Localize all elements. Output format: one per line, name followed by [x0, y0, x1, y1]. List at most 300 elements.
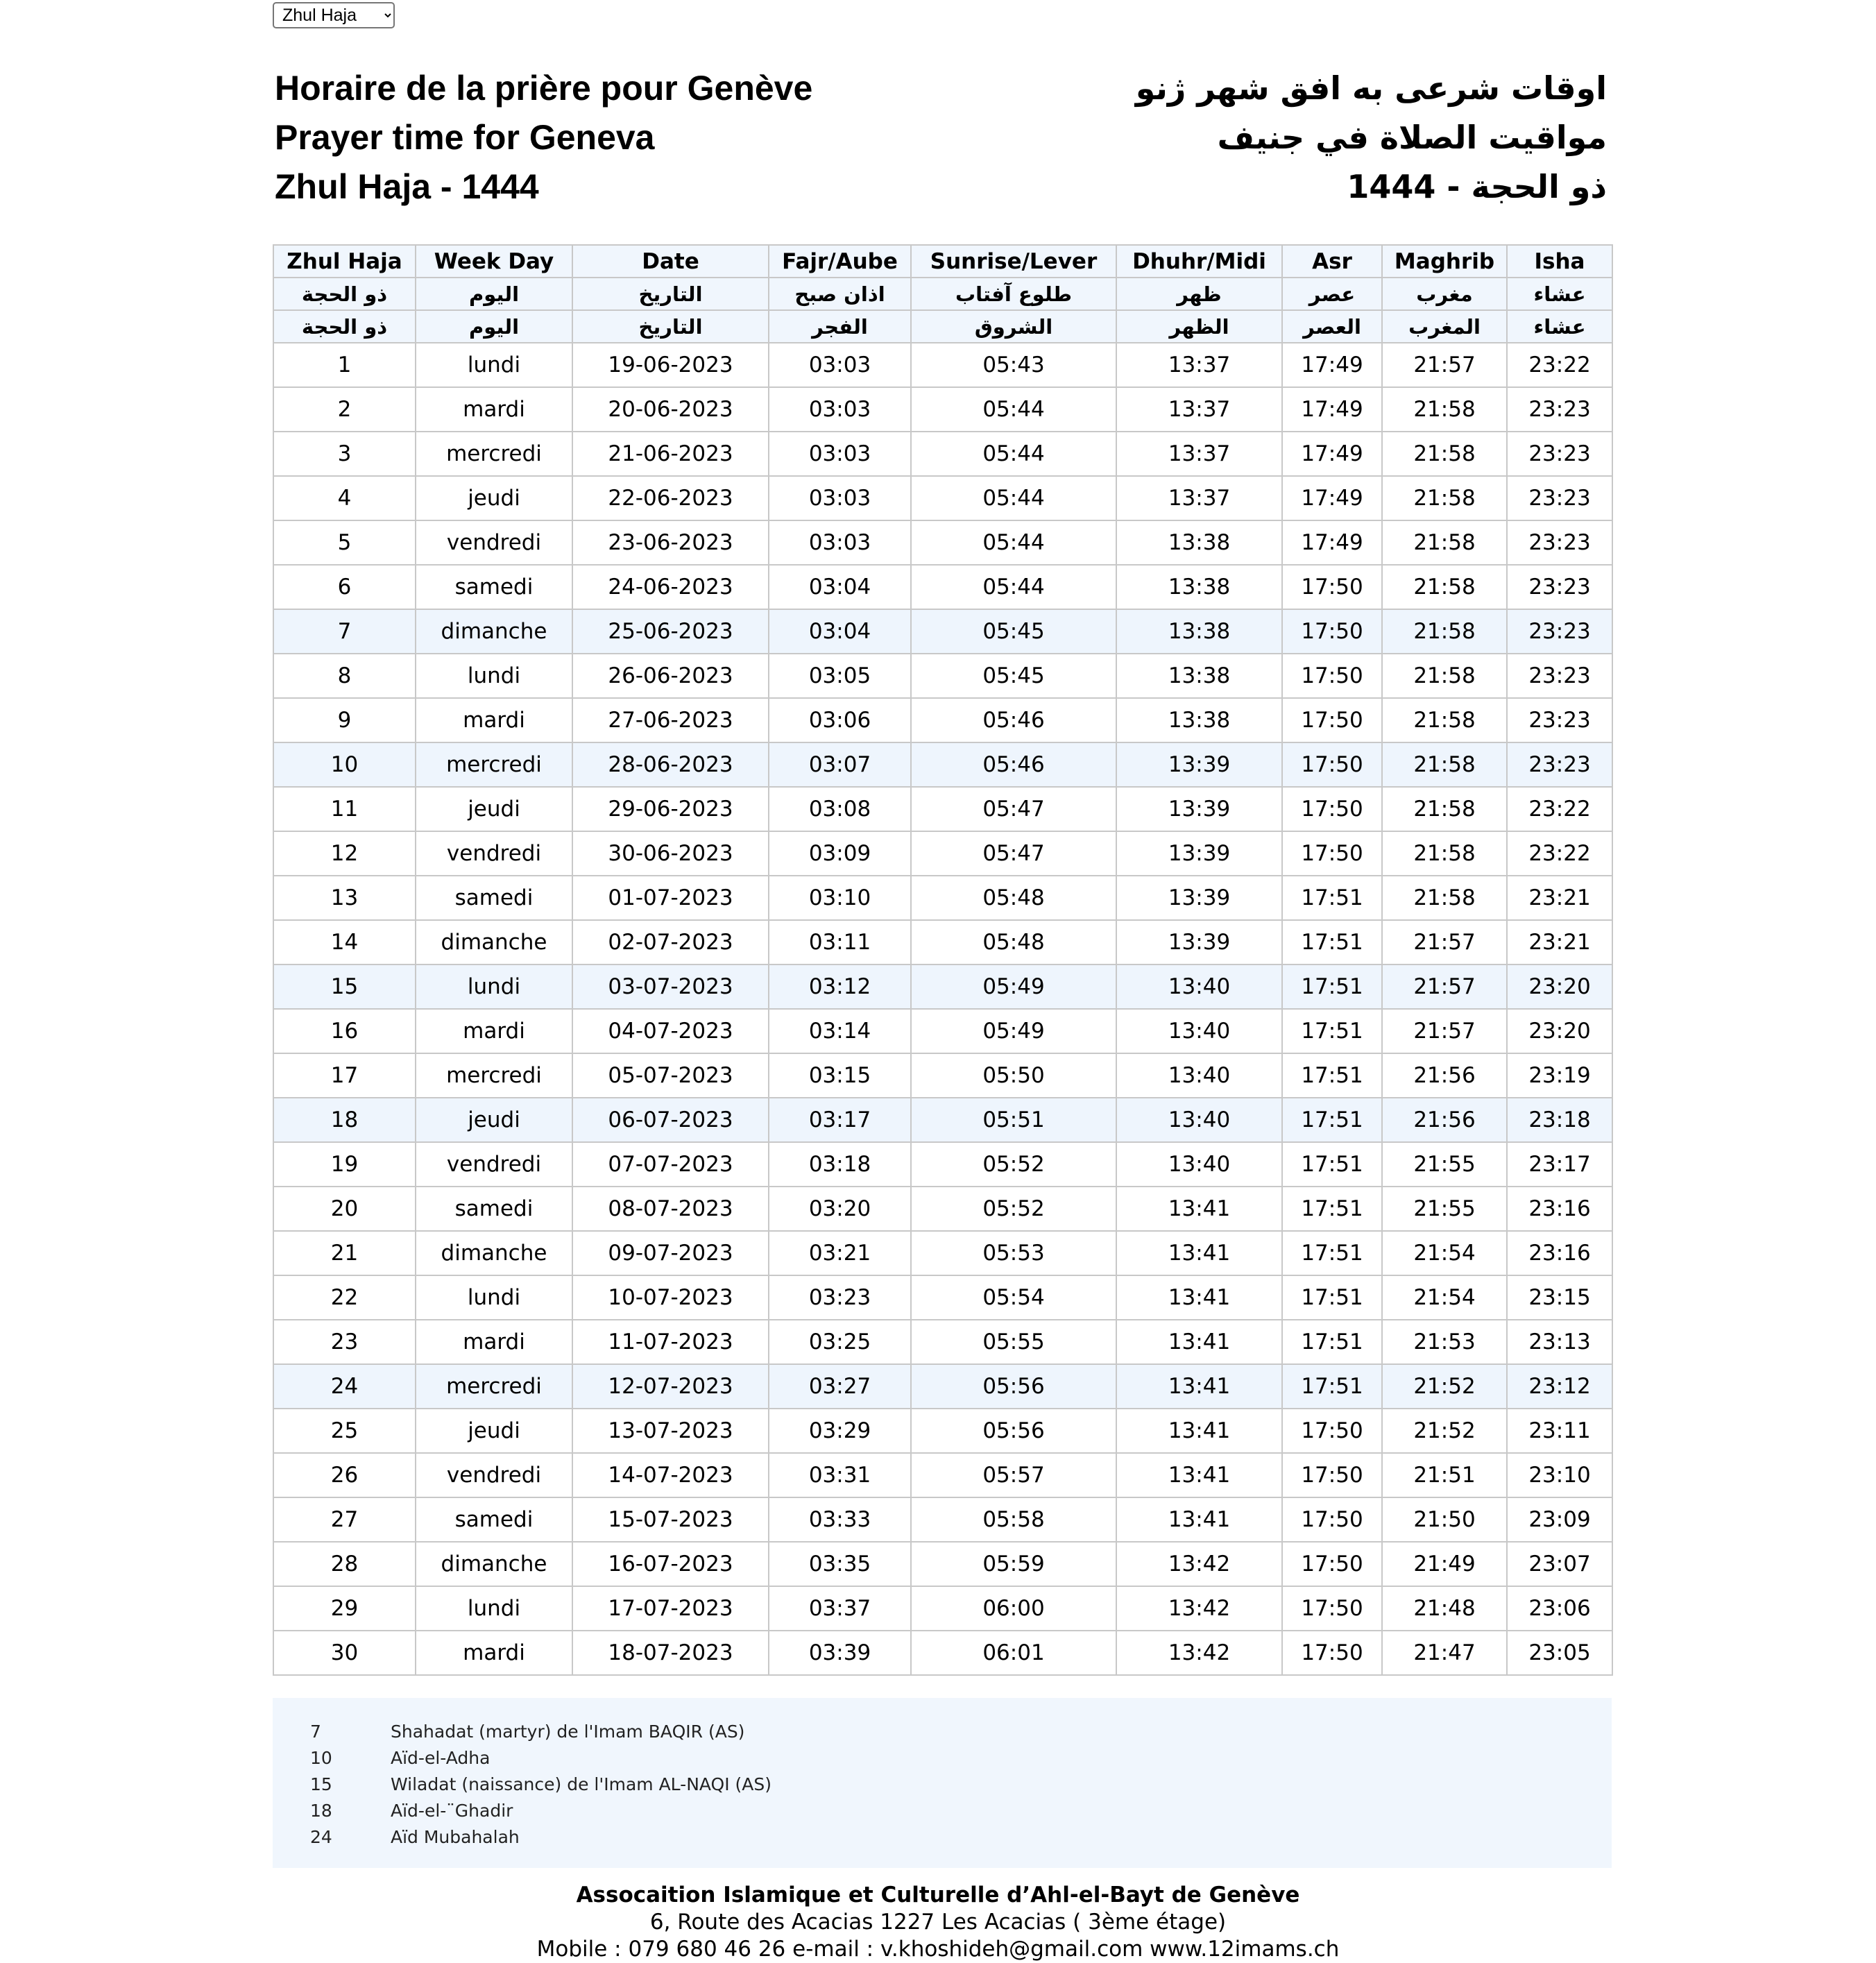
- isha-cell: 23:23: [1507, 565, 1612, 609]
- header-cell: Asr: [1282, 245, 1382, 278]
- header-row-arabic: [273, 310, 1612, 343]
- fajr-cell: 03:37: [769, 1586, 911, 1631]
- fajr-cell: 03:27: [769, 1364, 911, 1409]
- header-cell: العصر: [1282, 310, 1382, 343]
- title-persian: اوقات شرعی به افق شهر ژنو: [1135, 69, 1607, 107]
- hijri-day-cell: 9: [273, 698, 416, 742]
- event-item: [273, 1774, 1612, 1801]
- weekday-cell: lundi: [416, 1275, 572, 1320]
- isha-cell: 23:21: [1507, 920, 1612, 964]
- hijri-day-cell: 24: [273, 1364, 416, 1409]
- table-row: [273, 787, 1612, 831]
- hijri-day-cell: 8: [273, 654, 416, 698]
- hijri-day-cell: 2: [273, 387, 416, 432]
- dhuhr-cell: 13:37: [1116, 387, 1282, 432]
- header-cell: اليوم: [416, 278, 572, 310]
- fajr-cell: 03:03: [769, 476, 911, 520]
- isha-cell: 23:23: [1507, 520, 1612, 565]
- weekday-cell: mardi: [416, 698, 572, 742]
- dhuhr-cell: 13:39: [1116, 876, 1282, 920]
- sunrise-cell: 05:56: [911, 1409, 1116, 1453]
- date-cell: 18-07-2023: [572, 1631, 769, 1675]
- isha-cell: 23:18: [1507, 1098, 1612, 1142]
- hijri-day-cell: 5: [273, 520, 416, 565]
- date-cell: 02-07-2023: [572, 920, 769, 964]
- header-cell: عشاء: [1507, 310, 1612, 343]
- table-row: [273, 1586, 1612, 1631]
- footer: [0, 1882, 1876, 1963]
- title-block-arabic: [1136, 64, 1607, 212]
- hijri-day-cell: 30: [273, 1631, 416, 1675]
- hijri-day-cell: 18: [273, 1098, 416, 1142]
- maghrib-cell: 21:53: [1382, 1320, 1507, 1364]
- isha-cell: 23:19: [1507, 1053, 1612, 1098]
- table-row: [273, 964, 1612, 1009]
- asr-cell: 17:50: [1282, 698, 1382, 742]
- date-cell: 20-06-2023: [572, 387, 769, 432]
- asr-cell: 17:50: [1282, 1586, 1382, 1631]
- date-cell: 30-06-2023: [572, 831, 769, 876]
- asr-cell: 17:51: [1282, 1098, 1382, 1142]
- date-cell: 08-07-2023: [572, 1187, 769, 1231]
- maghrib-cell: 21:58: [1382, 432, 1507, 476]
- header-row-english: [273, 245, 1612, 278]
- weekday-cell: dimanche: [416, 1542, 572, 1586]
- isha-cell: 23:09: [1507, 1497, 1612, 1542]
- weekday-cell: lundi: [416, 654, 572, 698]
- hijri-day-cell: 3: [273, 432, 416, 476]
- table-row: [273, 1542, 1612, 1586]
- sunrise-cell: 05:47: [911, 787, 1116, 831]
- sunrise-cell: 05:48: [911, 920, 1116, 964]
- maghrib-cell: 21:56: [1382, 1098, 1507, 1142]
- date-cell: 21-06-2023: [572, 432, 769, 476]
- asr-cell: 17:50: [1282, 787, 1382, 831]
- hijri-day-cell: 17: [273, 1053, 416, 1098]
- dhuhr-cell: 13:37: [1116, 343, 1282, 387]
- sunrise-cell: 05:58: [911, 1497, 1116, 1542]
- fajr-cell: 03:03: [769, 343, 911, 387]
- event-day: 15: [310, 1774, 332, 1794]
- event-day: 18: [310, 1801, 332, 1821]
- asr-cell: 17:49: [1282, 432, 1382, 476]
- event-day: 7: [310, 1722, 321, 1742]
- maghrib-cell: 21:52: [1382, 1364, 1507, 1409]
- hijri-day-cell: 4: [273, 476, 416, 520]
- title-arabic-month-year: ذو الحجة - 1444: [1347, 168, 1607, 205]
- isha-cell: 23:21: [1507, 876, 1612, 920]
- sunrise-cell: 05:50: [911, 1053, 1116, 1098]
- asr-cell: 17:51: [1282, 920, 1382, 964]
- date-cell: 17-07-2023: [572, 1586, 769, 1631]
- weekday-cell: samedi: [416, 1497, 572, 1542]
- date-cell: 05-07-2023: [572, 1053, 769, 1098]
- dhuhr-cell: 13:38: [1116, 698, 1282, 742]
- header-cell: مغرب: [1382, 278, 1507, 310]
- footer-organization: Assocaition Islamique et Culturelle d’Ahl-el-Bayt de Genève: [576, 1883, 1300, 1907]
- asr-cell: 17:49: [1282, 520, 1382, 565]
- title-block-latin: [275, 64, 812, 212]
- header-cell: Sunrise/Lever: [911, 245, 1116, 278]
- table-row: [273, 1364, 1612, 1409]
- hijri-day-cell: 25: [273, 1409, 416, 1453]
- date-cell: 24-06-2023: [572, 565, 769, 609]
- date-cell: 12-07-2023: [572, 1364, 769, 1409]
- maghrib-cell: 21:54: [1382, 1231, 1507, 1275]
- table-row: [273, 831, 1612, 876]
- sunrise-cell: 05:53: [911, 1231, 1116, 1275]
- header-cell: عشاء: [1507, 278, 1612, 310]
- hijri-day-cell: 21: [273, 1231, 416, 1275]
- date-cell: 06-07-2023: [572, 1098, 769, 1142]
- maghrib-cell: 21:58: [1382, 698, 1507, 742]
- dhuhr-cell: 13:42: [1116, 1631, 1282, 1675]
- fajr-cell: 03:10: [769, 876, 911, 920]
- dhuhr-cell: 13:38: [1116, 565, 1282, 609]
- date-cell: 22-06-2023: [572, 476, 769, 520]
- sunrise-cell: 05:47: [911, 831, 1116, 876]
- maghrib-cell: 21:57: [1382, 1009, 1507, 1053]
- table-row: [273, 1231, 1612, 1275]
- date-cell: 15-07-2023: [572, 1497, 769, 1542]
- dhuhr-cell: 13:37: [1116, 432, 1282, 476]
- dhuhr-cell: 13:42: [1116, 1586, 1282, 1631]
- weekday-cell: vendredi: [416, 1142, 572, 1187]
- isha-cell: 23:23: [1507, 698, 1612, 742]
- weekday-cell: lundi: [416, 343, 572, 387]
- table-row: [273, 1631, 1612, 1675]
- isha-cell: 23:20: [1507, 964, 1612, 1009]
- title-month-year: Zhul Haja - 1444: [275, 167, 539, 206]
- table-row: [273, 1497, 1612, 1542]
- fajr-cell: 03:29: [769, 1409, 911, 1453]
- dhuhr-cell: 13:38: [1116, 654, 1282, 698]
- weekday-cell: vendredi: [416, 520, 572, 565]
- date-cell: 01-07-2023: [572, 876, 769, 920]
- header-cell: Maghrib: [1382, 245, 1507, 278]
- fajr-cell: 03:14: [769, 1009, 911, 1053]
- maghrib-cell: 21:51: [1382, 1453, 1507, 1497]
- date-cell: 28-06-2023: [572, 742, 769, 787]
- maghrib-cell: 21:58: [1382, 742, 1507, 787]
- event-day: 10: [310, 1748, 332, 1768]
- header-cell: اليوم: [416, 310, 572, 343]
- isha-cell: 23:13: [1507, 1320, 1612, 1364]
- event-text: Aïd-el-Adha: [391, 1748, 491, 1768]
- header-cell: Date: [572, 245, 769, 278]
- asr-cell: 17:51: [1282, 1231, 1382, 1275]
- sunrise-cell: 05:57: [911, 1453, 1116, 1497]
- weekday-cell: mardi: [416, 387, 572, 432]
- asr-cell: 17:51: [1282, 1187, 1382, 1231]
- weekday-cell: samedi: [416, 565, 572, 609]
- hijri-day-cell: 15: [273, 964, 416, 1009]
- asr-cell: 17:51: [1282, 1053, 1382, 1098]
- maghrib-cell: 21:57: [1382, 343, 1507, 387]
- fajr-cell: 03:04: [769, 609, 911, 654]
- sunrise-cell: 05:51: [911, 1098, 1116, 1142]
- date-cell: 04-07-2023: [572, 1009, 769, 1053]
- sunrise-cell: 05:59: [911, 1542, 1116, 1586]
- fajr-cell: 03:21: [769, 1231, 911, 1275]
- sunrise-cell: 05:43: [911, 343, 1116, 387]
- title-english: Prayer time for Geneva: [275, 118, 655, 157]
- hijri-day-cell: 6: [273, 565, 416, 609]
- maghrib-cell: 21:58: [1382, 609, 1507, 654]
- dhuhr-cell: 13:39: [1116, 920, 1282, 964]
- event-text: Shahadat (martyr) de l'Imam BAQIR (AS): [391, 1722, 745, 1742]
- event-item: [273, 1801, 1612, 1827]
- isha-cell: 23:15: [1507, 1275, 1612, 1320]
- isha-cell: 23:16: [1507, 1187, 1612, 1231]
- table-row: [273, 1142, 1612, 1187]
- header-cell: Isha: [1507, 245, 1612, 278]
- header-cell: Dhuhr/Midi: [1116, 245, 1282, 278]
- dhuhr-cell: 13:37: [1116, 476, 1282, 520]
- isha-cell: 23:23: [1507, 476, 1612, 520]
- dhuhr-cell: 13:41: [1116, 1453, 1282, 1497]
- hijri-day-cell: 27: [273, 1497, 416, 1542]
- table-row: [273, 1009, 1612, 1053]
- maghrib-cell: 21:58: [1382, 476, 1507, 520]
- sunrise-cell: 05:46: [911, 698, 1116, 742]
- fajr-cell: 03:25: [769, 1320, 911, 1364]
- maghrib-cell: 21:56: [1382, 1053, 1507, 1098]
- isha-cell: 23:06: [1507, 1586, 1612, 1631]
- fajr-cell: 03:06: [769, 698, 911, 742]
- date-cell: 03-07-2023: [572, 964, 769, 1009]
- table-row: [273, 654, 1612, 698]
- weekday-cell: mercredi: [416, 432, 572, 476]
- dhuhr-cell: 13:39: [1116, 787, 1282, 831]
- sunrise-cell: 05:44: [911, 565, 1116, 609]
- event-text: Aïd Mubahalah: [391, 1827, 520, 1847]
- maghrib-cell: 21:55: [1382, 1142, 1507, 1187]
- fajr-cell: 03:04: [769, 565, 911, 609]
- fajr-cell: 03:20: [769, 1187, 911, 1231]
- header-cell: عصر: [1282, 278, 1382, 310]
- dhuhr-cell: 13:40: [1116, 1053, 1282, 1098]
- events-panel: [273, 1698, 1612, 1868]
- asr-cell: 17:51: [1282, 1009, 1382, 1053]
- table-row: [273, 920, 1612, 964]
- isha-cell: 23:11: [1507, 1409, 1612, 1453]
- isha-cell: 23:12: [1507, 1364, 1612, 1409]
- weekday-cell: jeudi: [416, 476, 572, 520]
- header-cell: الشروق: [911, 310, 1116, 343]
- prayer-times-body: [273, 343, 1612, 1675]
- fajr-cell: 03:17: [769, 1098, 911, 1142]
- dhuhr-cell: 13:40: [1116, 1142, 1282, 1187]
- dhuhr-cell: 13:40: [1116, 1009, 1282, 1053]
- sunrise-cell: 05:46: [911, 742, 1116, 787]
- asr-cell: 17:50: [1282, 1409, 1382, 1453]
- sunrise-cell: 05:44: [911, 476, 1116, 520]
- date-cell: 11-07-2023: [572, 1320, 769, 1364]
- hijri-day-cell: 10: [273, 742, 416, 787]
- asr-cell: 17:50: [1282, 609, 1382, 654]
- date-cell: 16-07-2023: [572, 1542, 769, 1586]
- isha-cell: 23:10: [1507, 1453, 1612, 1497]
- weekday-cell: vendredi: [416, 1453, 572, 1497]
- fajr-cell: 03:31: [769, 1453, 911, 1497]
- date-cell: 26-06-2023: [572, 654, 769, 698]
- header-cell: Week Day: [416, 245, 572, 278]
- date-cell: 13-07-2023: [572, 1409, 769, 1453]
- asr-cell: 17:50: [1282, 1497, 1382, 1542]
- fajr-cell: 03:07: [769, 742, 911, 787]
- dhuhr-cell: 13:40: [1116, 1098, 1282, 1142]
- weekday-cell: mercredi: [416, 742, 572, 787]
- maghrib-cell: 21:58: [1382, 520, 1507, 565]
- table-row: [273, 387, 1612, 432]
- asr-cell: 17:49: [1282, 387, 1382, 432]
- table-row: [273, 742, 1612, 787]
- weekday-cell: mardi: [416, 1009, 572, 1053]
- maghrib-cell: 21:58: [1382, 654, 1507, 698]
- isha-cell: 23:23: [1507, 432, 1612, 476]
- dhuhr-cell: 13:41: [1116, 1275, 1282, 1320]
- sunrise-cell: 05:44: [911, 520, 1116, 565]
- weekday-cell: jeudi: [416, 1409, 572, 1453]
- event-day: 24: [310, 1827, 332, 1847]
- header-cell: ذو الحجة: [273, 310, 416, 343]
- hijri-day-cell: 1: [273, 343, 416, 387]
- isha-cell: 23:23: [1507, 742, 1612, 787]
- asr-cell: 17:50: [1282, 831, 1382, 876]
- asr-cell: 17:49: [1282, 343, 1382, 387]
- dhuhr-cell: 13:41: [1116, 1497, 1282, 1542]
- maghrib-cell: 21:58: [1382, 831, 1507, 876]
- title-french: Horaire de la prière pour Genève: [275, 69, 813, 108]
- hijri-day-cell: 26: [273, 1453, 416, 1497]
- date-cell: 23-06-2023: [572, 520, 769, 565]
- hijri-day-cell: 14: [273, 920, 416, 964]
- date-cell: 25-06-2023: [572, 609, 769, 654]
- event-item: [273, 1722, 1612, 1748]
- event-text: Aïd-el-¨Ghadir: [391, 1801, 513, 1821]
- asr-cell: 17:50: [1282, 1542, 1382, 1586]
- event-item: [273, 1748, 1612, 1774]
- event-item: [273, 1827, 1612, 1853]
- hijri-day-cell: 13: [273, 876, 416, 920]
- fajr-cell: 03:03: [769, 387, 911, 432]
- header-cell: التاريخ: [572, 278, 769, 310]
- asr-cell: 17:51: [1282, 1142, 1382, 1187]
- fajr-cell: 03:18: [769, 1142, 911, 1187]
- date-cell: 10-07-2023: [572, 1275, 769, 1320]
- maghrib-cell: 21:49: [1382, 1542, 1507, 1586]
- header-cell: المغرب: [1382, 310, 1507, 343]
- hijri-day-cell: 23: [273, 1320, 416, 1364]
- weekday-cell: mardi: [416, 1320, 572, 1364]
- hijri-day-cell: 28: [273, 1542, 416, 1586]
- fajr-cell: 03:39: [769, 1631, 911, 1675]
- hijri-day-cell: 16: [273, 1009, 416, 1053]
- fajr-cell: 03:11: [769, 920, 911, 964]
- sunrise-cell: 06:01: [911, 1631, 1116, 1675]
- maghrib-cell: 21:58: [1382, 876, 1507, 920]
- sunrise-cell: 05:52: [911, 1187, 1116, 1231]
- asr-cell: 17:51: [1282, 1320, 1382, 1364]
- sunrise-cell: 05:52: [911, 1142, 1116, 1187]
- weekday-cell: vendredi: [416, 831, 572, 876]
- maghrib-cell: 21:58: [1382, 565, 1507, 609]
- maghrib-cell: 21:57: [1382, 964, 1507, 1009]
- hijri-day-cell: 12: [273, 831, 416, 876]
- header-cell: الفجر: [769, 310, 911, 343]
- weekday-cell: lundi: [416, 964, 572, 1009]
- maghrib-cell: 21:58: [1382, 387, 1507, 432]
- event-text: Wiladat (naissance) de l'Imam AL-NAQI (AS): [391, 1774, 772, 1794]
- dhuhr-cell: 13:38: [1116, 520, 1282, 565]
- maghrib-cell: 21:47: [1382, 1631, 1507, 1675]
- hijri-day-cell: 20: [273, 1187, 416, 1231]
- weekday-cell: jeudi: [416, 1098, 572, 1142]
- asr-cell: 17:50: [1282, 654, 1382, 698]
- isha-cell: 23:05: [1507, 1631, 1612, 1675]
- date-cell: 14-07-2023: [572, 1453, 769, 1497]
- header-cell: اذان صبح: [769, 278, 911, 310]
- weekday-cell: mardi: [416, 1631, 572, 1675]
- month-select[interactable]: [273, 2, 395, 28]
- table-row: [273, 609, 1612, 654]
- table-row: [273, 1409, 1612, 1453]
- table-row: [273, 876, 1612, 920]
- fajr-cell: 03:15: [769, 1053, 911, 1098]
- maghrib-cell: 21:55: [1382, 1187, 1507, 1231]
- sunrise-cell: 06:00: [911, 1586, 1116, 1631]
- weekday-cell: dimanche: [416, 920, 572, 964]
- sunrise-cell: 05:49: [911, 964, 1116, 1009]
- asr-cell: 17:50: [1282, 565, 1382, 609]
- header-row-persian: [273, 278, 1612, 310]
- weekday-cell: dimanche: [416, 609, 572, 654]
- isha-cell: 23:23: [1507, 654, 1612, 698]
- hijri-day-cell: 29: [273, 1586, 416, 1631]
- fajr-cell: 03:12: [769, 964, 911, 1009]
- dhuhr-cell: 13:39: [1116, 831, 1282, 876]
- table-row: [273, 432, 1612, 476]
- isha-cell: 23:22: [1507, 831, 1612, 876]
- fajr-cell: 03:08: [769, 787, 911, 831]
- date-cell: 07-07-2023: [572, 1142, 769, 1187]
- asr-cell: 17:49: [1282, 476, 1382, 520]
- header-cell: Fajr/Aube: [769, 245, 911, 278]
- weekday-cell: mercredi: [416, 1364, 572, 1409]
- dhuhr-cell: 13:41: [1116, 1409, 1282, 1453]
- date-cell: 19-06-2023: [572, 343, 769, 387]
- date-cell: 27-06-2023: [572, 698, 769, 742]
- header-cell: ذو الحجة: [273, 278, 416, 310]
- asr-cell: 17:51: [1282, 1364, 1382, 1409]
- fajr-cell: 03:03: [769, 432, 911, 476]
- isha-cell: 23:07: [1507, 1542, 1612, 1586]
- isha-cell: 23:22: [1507, 343, 1612, 387]
- dhuhr-cell: 13:41: [1116, 1320, 1282, 1364]
- sunrise-cell: 05:45: [911, 609, 1116, 654]
- fajr-cell: 03:05: [769, 654, 911, 698]
- date-cell: 29-06-2023: [572, 787, 769, 831]
- isha-cell: 23:16: [1507, 1231, 1612, 1275]
- title-arabic: مواقيت الصلاة في جنيف: [1217, 119, 1607, 156]
- table-row: [273, 520, 1612, 565]
- header-cell: ظهر: [1116, 278, 1282, 310]
- dhuhr-cell: 13:41: [1116, 1187, 1282, 1231]
- maghrib-cell: 21:57: [1382, 920, 1507, 964]
- sunrise-cell: 05:56: [911, 1364, 1116, 1409]
- isha-cell: 23:22: [1507, 787, 1612, 831]
